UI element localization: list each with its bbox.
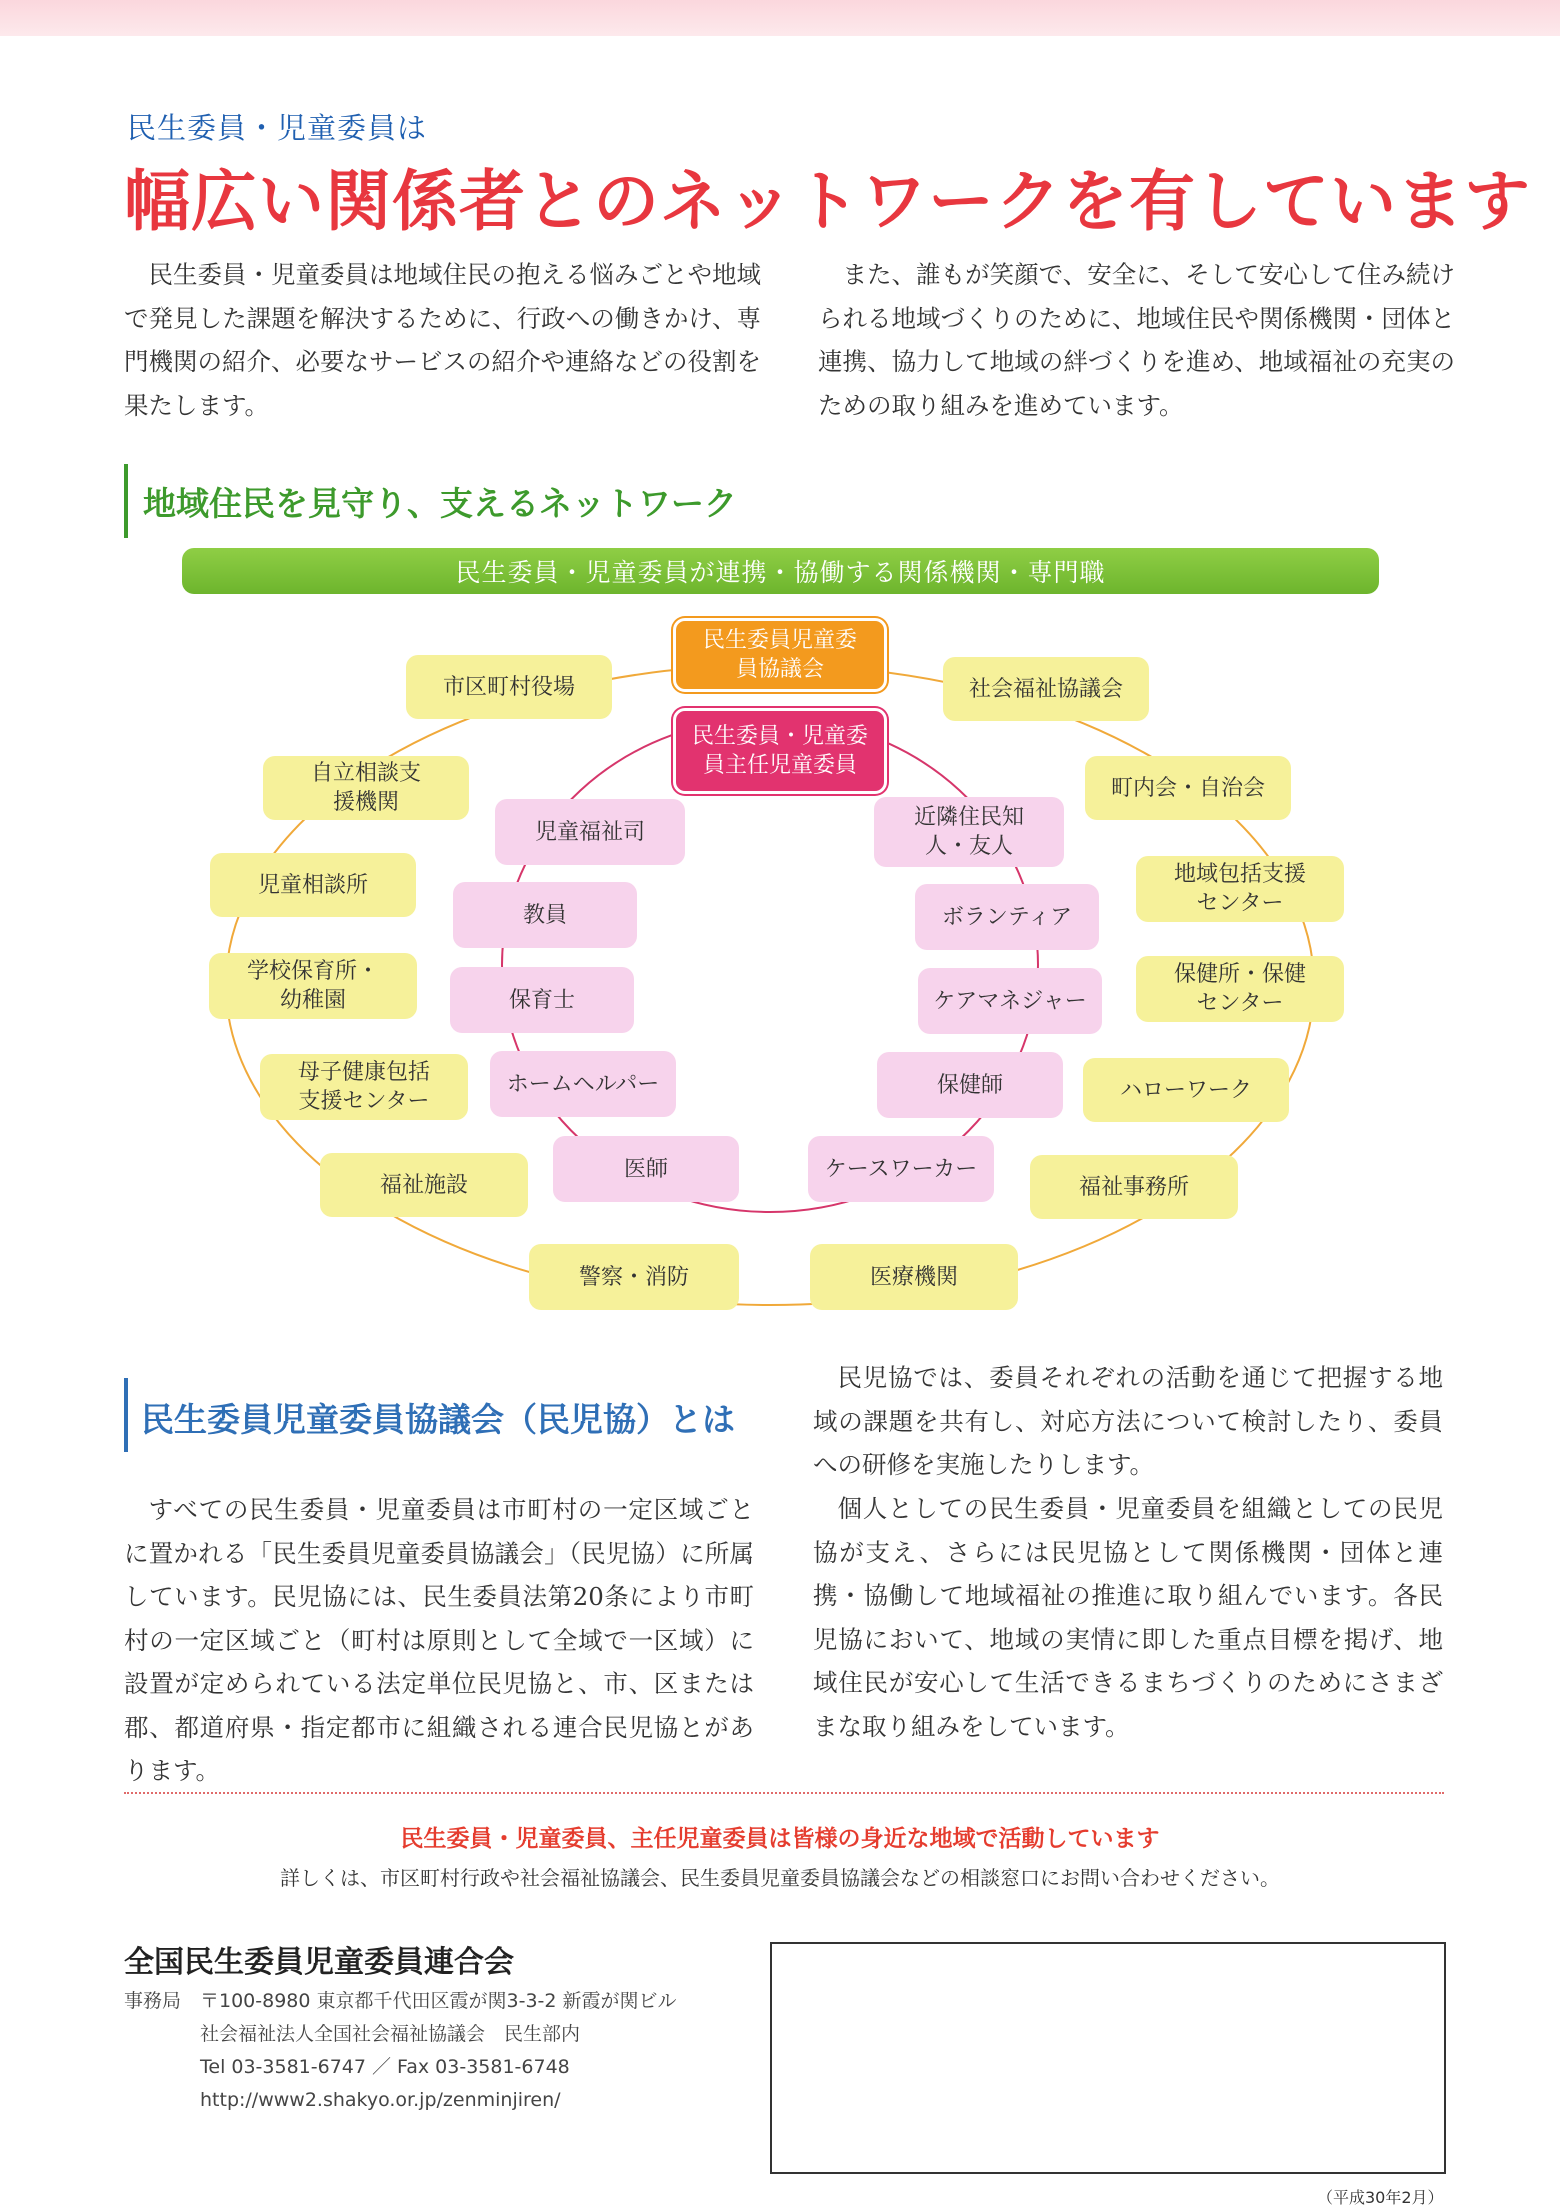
node-nursery-teacher [450, 967, 634, 1033]
node-label: ハローワーク [1119, 1077, 1252, 1103]
node-doctor [553, 1136, 739, 1202]
dotted-divider [124, 1792, 1444, 1794]
node-teacher [453, 882, 637, 948]
node-city-office [406, 655, 612, 719]
node-label: 児童相談所 [257, 872, 368, 898]
node-label: ケースワーカー [824, 1156, 978, 1182]
node-child-welfare-officer [495, 799, 685, 865]
phone-fax: Tel 03-3581-6747 ／ Fax 03-3581-6748 [200, 2056, 570, 2078]
node-social-welfare-council [943, 657, 1149, 721]
node-label: ボランティア [941, 904, 1073, 930]
node-label: 町内会・自治会 [1110, 775, 1265, 801]
intro-right: また、誰もが笑顔で、安全に、そして安心して住み続けられる地域づくりのために、地域住民や関係機関・団体と連携、協力して地域の絆づくりを進め、地域福祉の充実のための取り組みを進めています。 [818, 260, 1455, 420]
page-headline: 幅広い関係者とのネットワークを有しています [124, 163, 1531, 240]
issue-date: （平成30年2月） [1317, 2188, 1444, 2207]
node-welfare-facility [320, 1153, 528, 1217]
minjikyo-left: すべての民生委員・児童委員は市町村の一定区域ごとに置かれる「民生委員児童委員協議会」（民児協）に所属しています。民児協には、民生委員法第20条により市町村の一定区域ごと（町村は原則として全域で一区域）に設置が定められている法定単位民児協と、市、区または郡、都道府県・指定都市に組織される連合民児協とがあります。 [124, 1495, 754, 1785]
address-line-1: 〒100-8980 東京都千代田区霞が関3-3-2 新霞が関ビル [200, 1990, 677, 2012]
node-label: 学校保育所・幼稚園 [246, 959, 379, 1013]
node-label: 保健師 [936, 1072, 1003, 1098]
minjikyo-right-p1: 民児協では、委員それぞれの活動を通じて把握する地域の課題を共有し、対応方法について検討したり、委員への研修を実施したりします。 [813, 1363, 1443, 1479]
office-label: 事務局 [124, 1990, 182, 2012]
node-hello-work [1083, 1058, 1289, 1122]
intro-left: 民生委員・児童委員は地域住民の抱える悩みごとや地域で発見した課題を解決するために、行政への働きかけ、専門機関の紹介、必要なサービスの紹介や連絡などの役割を果たします。 [124, 260, 761, 420]
website-url: http://www2.shakyo.or.jp/zenminjiren/ [200, 2089, 561, 2111]
node-volunteer [915, 884, 1099, 950]
lead-text: 民生委員・児童委員は [127, 111, 428, 145]
hub-commissioner [673, 708, 887, 794]
node-label: 市区町村役場 [442, 674, 575, 700]
node-health-center [1136, 956, 1344, 1022]
node-neighborhood-assoc [1085, 756, 1291, 820]
node-label: 近隣住民知人・友人 [914, 805, 1025, 859]
organization-name: 全国民生委員児童委員連合会 [124, 1945, 514, 1980]
node-home-helper [490, 1051, 676, 1117]
hub-commissioner-label: 民生委員・児童委員主任児童委員 [691, 724, 868, 778]
hub-council-label: 民生委員児童委員協議会 [702, 628, 857, 682]
node-label: 地域包括支援センター [1173, 862, 1306, 916]
node-community-support-center [1136, 856, 1344, 922]
inquiry-note: 詳しくは、市区町村行政や社会福祉協議会、民生委員児童委員協議会などの相談窓口にお問い合わせください。 [280, 1866, 1280, 1890]
node-public-health-nurse [877, 1052, 1063, 1118]
node-care-manager [918, 968, 1102, 1034]
node-child-guidance-center [210, 853, 416, 917]
node-maternal-child-center [260, 1054, 468, 1120]
contact-stamp-box [770, 1942, 1446, 2174]
node-label: 自立相談支援機関 [311, 761, 422, 815]
node-self-reliance-support [263, 756, 469, 820]
hub-council [673, 618, 887, 692]
node-label: ホームヘルパー [506, 1071, 660, 1097]
minjikyo-title: 民生委員児童委員協議会（民児協）とは [141, 1400, 735, 1439]
node-label: 保育士 [508, 987, 575, 1013]
address-line-2: 社会福祉法人全国社会福祉協議会 民生部内 [200, 2023, 581, 2045]
node-welfare-office [1030, 1155, 1238, 1219]
node-police-fire [529, 1244, 739, 1310]
node-label: 社会福祉協議会 [968, 676, 1123, 702]
section-bar-minjikyo [124, 1378, 128, 1452]
node-label: 警察・消防 [578, 1264, 689, 1290]
node-label: 福祉施設 [379, 1172, 468, 1198]
activity-note: 民生委員・児童委員、主任児童委員は皆様の身近な地域で活動しています [400, 1826, 1160, 1852]
node-label: 医師 [623, 1156, 668, 1182]
node-label: 保健所・保健センター [1173, 962, 1306, 1016]
node-label: 福祉事務所 [1078, 1174, 1189, 1200]
network-title: 地域住民を見守り、支えるネットワーク [143, 484, 737, 523]
network-banner: 民生委員・児童委員が連携・協働する関係機関・専門職 [182, 548, 1379, 594]
node-label: 母子健康包括支援センター [297, 1060, 430, 1114]
node-medical-institution [810, 1244, 1018, 1310]
minjikyo-right-p2: 個人としての民生委員・児童委員を組織としての民児協が支え、さらには民児協として関係機関・団体と連携・協働して地域福祉の推進に取り組んでいます。各民児協において、地域の実情に即した重点目標を掲げ、地域住民が安心して生活できるまちづくりのためにさまざまな取り組みをしています。 [813, 1494, 1443, 1741]
node-label: ケアマネジャー [933, 988, 1087, 1014]
node-neighbors [874, 797, 1064, 867]
node-school-nursery [209, 953, 417, 1019]
node-label: 児童福祉司 [534, 819, 645, 845]
node-caseworker [808, 1136, 994, 1202]
node-label: 教員 [522, 902, 567, 928]
node-label: 医療機関 [869, 1264, 958, 1290]
